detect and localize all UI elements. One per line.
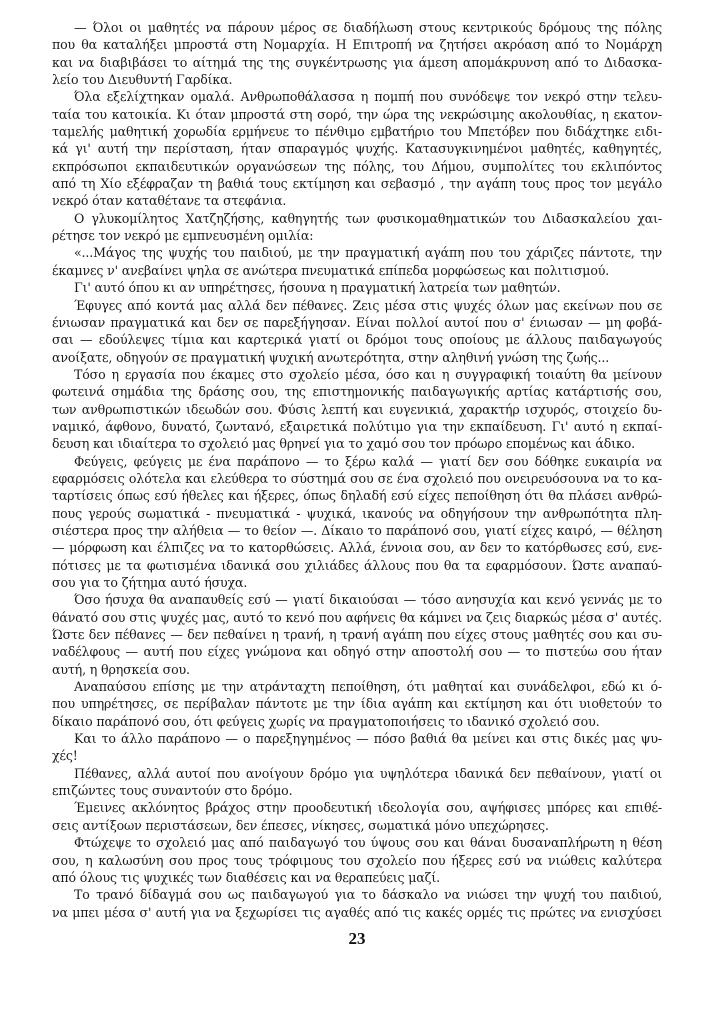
text-line: εκπρόσωποι εκπαιδευτικών οργανώσεων της πόλης, του Δήμου, συμπολίτες του εκλιπόντος: [52, 158, 662, 174]
text-line: σεις αντίξοων περιστάσεων, δεν έπεσες, νίκησες, σωματικά μόνο υπεχώρησες.: [52, 817, 549, 833]
text-line: νεκρό όταν καταθέτανε τα στεφάνια.: [52, 193, 287, 209]
text-line: — μόρφωση και έλπιζες να το κατορθώσεις. Αλλά, έννοια σου, αν δεν το κατόρθωσες εσύ, ενε-: [52, 540, 662, 556]
page-number: 23: [348, 929, 366, 948]
paragraph: [52, 19, 662, 88]
text-line: Φτώχεψε το σχολειό μας από παιδαγωγό του ύψους σου και θάναι δυσαναπλήρωτη η θέση: [74, 835, 662, 851]
text-line: από όλους τις ψυχικές των διαθέσεις και να θεραπεύεις μαζί.: [52, 869, 440, 885]
text-line: «...Μάγος της ψυχής του παιδιού, με την πραγματική αγάπη που του χάριζες πάντοτε, την: [74, 245, 662, 261]
text-line: ταρτίσεις όπως εσύ ήθελες και ήξερες, όπως δηλαδή εσύ είχες πεποίθηση ότι θα πλάσει ανθρώ-: [52, 488, 662, 504]
paragraph: [52, 834, 662, 886]
paragraph: [52, 297, 662, 366]
paragraph: [52, 210, 662, 245]
paragraph: [52, 366, 662, 453]
text-line: που θα καταλήξει μπροστά στη Νομαρχία. Η Επιτροπή να ζητήσει ακρόαση από το Νομάρχη: [52, 37, 662, 53]
text-line: Φεύγεις, φεύγεις με ένα παράπονο — το ξέρω καλά — γιατί δεν σου δόθηκε ευκαιρία να: [74, 453, 662, 469]
text-line: Ώστε δεν πέθανες — δεν πεθαίνει η τρανή, η τρανή αγάπη που είχες στους μαθητές σου και συ-: [52, 627, 662, 643]
text-line: Όλα εξελίχτηκαν ομαλά. Ανθρωποθάλασσα η πομπή που συνόδεψε τον νεκρό στην τελευ-: [74, 89, 662, 105]
paragraph: [52, 88, 662, 209]
text-line: επιζώντες τους συναντούν στο δρόμο.: [52, 783, 293, 799]
text-line: από τη Χίο εξέφραζαν τη βαθιά τους εκτίμηση και σεβασμό , την αγάπη τους προς τον μεγάλο: [52, 176, 662, 192]
text-line: Έφυγες από κοντά μας αλλά δεν πέθανες. Ζεις μέσα στις ψυχές όλων μας εκείνων που σε: [74, 297, 662, 313]
text-line: δευση και ιδιαίτερα το σχολειό μας θρηνεί για το χαμό σου τον πρόωρο επομένως και άδικο.: [52, 436, 635, 452]
text-line: Το τρανό δίδαγμά σου ως παιδαγωγού για το δάσκαλο να νιώσει την ψυχή του παιδιού,: [74, 887, 662, 903]
text-line: Τόσο η εργασία που έκαμες στο σχολείο μέσα, όσο και η συγγραφική τοιαύτη θα μείνουν: [74, 366, 662, 382]
paragraph: [52, 765, 662, 800]
text-line: θάνατό σου στις ψυχές μας, αυτό το κενό που αφήνεις θα κάμνει να ζεις διαρκώς μέσα σ' αυτές.: [52, 609, 662, 625]
text-line: λείο του Διευθυντή Γαρδίκα.: [52, 72, 233, 88]
text-line: Αναπαύσου επίσης με την ατράνταχτη πεποίθηση, ότι μαθηταί και συνάδελφοι, εδώ κι ό-: [74, 679, 662, 695]
text-line: εφαρμόσεις ολότελα και ελεύθερα το σύστημά σου σε ένα σχολειό που ονειρευόσουνα να το κα-: [52, 470, 662, 486]
text-line: ρέτησε τον νεκρό με εμπνευσμένη ομιλία:: [52, 228, 314, 244]
text-line: ταμελής μαθητική χορωδία ερμήνευε το πένθιμο εμβατήριο του Μπετόβεν που διδάχτηκε ειδι-: [52, 124, 662, 140]
text-line: Και το άλλο παράπονο — ο παρεξηγημένος — πόσο βαθιά θα μείνει και στις δικές μας ψυ-: [74, 731, 662, 747]
text-line: Όσο ήσυχα θα αναπαυθείς εσύ — γιατί δικαιούσαι — τόσο ανησυχία και κενό γεννάς με το: [74, 592, 662, 608]
paragraph: [52, 591, 662, 678]
text-line: Έμεινες ακλόνητος βράχος στην προοδευτική ιδεολογία σου, αψήφισες μπόρες και επιθέ-: [74, 800, 662, 816]
document-body: [52, 19, 662, 921]
paragraph: [52, 886, 662, 921]
paragraph: [52, 279, 662, 296]
paragraph: [52, 799, 662, 834]
text-line: πους γερούς σωματικά - πνευματικά - ψυχικά, ικανούς να οδηγήσουν την ανθρωπότητα πλη-: [52, 505, 662, 521]
text-line: δίκαιο παράπονό σου, ότι φεύγεις χωρίς να πραγματοποιήσεις το ιδανικό σχολειό σου.: [52, 713, 600, 729]
paragraph: [52, 730, 662, 765]
text-line: φωτεινά σημάδια της δράσης σου, της επιστημονικής παιδαγωγικής αρτίας κατάρτισής σου,: [52, 384, 662, 400]
text-line: ένιωσαν πραγματικά και δεν σε παρεξήγησαν. Είναι πολλοί αυτοί που σ' ένιωσαν — μη φοβά-: [52, 314, 662, 330]
paragraph: [52, 453, 662, 592]
paragraph: [52, 244, 662, 279]
text-line: έκαμνες ν' ανεβαίνει ψηλα σε ανώτερα πνευματικά επίπεδα μορφώσεως και πολιτισμού.: [52, 262, 610, 278]
text-line: ναδέλφους — αυτή που είχες γνώμονα και οδηγό στην αποστολή σου — το πιστεύω σου ήταν: [52, 644, 662, 660]
text-line: χές!: [52, 748, 78, 764]
text-line: Γι' αυτό όπου κι αν υπηρέτησες, ήσουνα η πραγματική λατρεία των μαθητών.: [74, 280, 561, 296]
paragraph: [52, 678, 662, 730]
text-line: σου για το ζήτημα αυτό ήσυχα.: [52, 575, 248, 590]
text-line: των ανθρωπιστικών ιδεωδών σου. Φύσις λεπτή και ευγενικιά, χαρακτήρ ισχυρός, στοιχείο δυ-: [52, 401, 662, 417]
text-line: αυτή, η θρησκεία σου.: [52, 661, 190, 677]
text-line: πότισες με τα φωτισμένα ιδανικά σου χιλιάδες άλλους που θα τα εφαρμόσουν. Ώστε αναπαύ-: [52, 557, 662, 573]
text-line: Ο γλυκομίλητος Χατζηζήσης, καθηγητής των φυσικομαθηματικών του Διδασκαλείου χαι-: [74, 210, 662, 226]
text-line: κά γι' αυτή την περίσταση, ήταν σπαραγμός ψυχής. Κατασυγκινημένοι μαθητές, καθηγητές,: [52, 141, 662, 157]
text-line: — Όλοι οι μαθητές να πάρουν μέρος σε διαδήλωση στους κεντρικούς δρόμους της πόλης: [74, 20, 662, 35]
text-line: ανοίξατε, οδηγούν σε πραγματική ψυχική ανωτερότητα, στην αληθινή γνώση της ζωής...: [52, 349, 610, 365]
text-line: σιέστερα προς την αλήθεια — το θείον —. Δίκαιο το παράπονό σου, γιατί είχες καιρό, — θέληση: [52, 522, 662, 538]
text-line: σου, η καλωσύνη σου προς τους τρόφιμους του σχολείο που ήξερες εσύ να νιώθεις καλύτερα: [52, 852, 662, 868]
text-line: σαι — εδούλεψες τίμια και καρτερικά γιατί οι δρόμοι τους οποίους με άλλους παιδαγωγούς: [52, 332, 662, 348]
text-line: να μπει μέσα σ' αυτή για να ξεχωρίσει τις αγαθές από τις κακές ορμές τις πρώτες να ενισχύσει: [52, 904, 662, 920]
text-line: Πέθανες, αλλά αυτοί που ανοίγουν δρόμο για υψηλότερα ιδανικά δεν πεθαίνουν, γιατί οι: [74, 765, 662, 781]
text-line: ταία του κατοικία. Κι όταν μπροστά στη σορό, την ώρα της νεκρώσιμης ακολουθίας, η εκατον-: [52, 106, 662, 122]
text-line: που υπηρέτησες, σε περίβαλαν πάντοτε με την ίδια αγάπη και εκτίμηση και ότι υιοθετούν το: [52, 696, 662, 712]
text-line: και να διαβιβάσει το αίτημά της της συγκέντρωσης για άμεση απομάκρυνση από το Διδασκα-: [52, 54, 662, 70]
text-line: ναμικό, άφθονο, δυνατό, ζωντανό, εξαιρετικά πολύτιμο για την εκπαίδευση. Γι' αυτό η εκπαί-: [52, 418, 662, 434]
